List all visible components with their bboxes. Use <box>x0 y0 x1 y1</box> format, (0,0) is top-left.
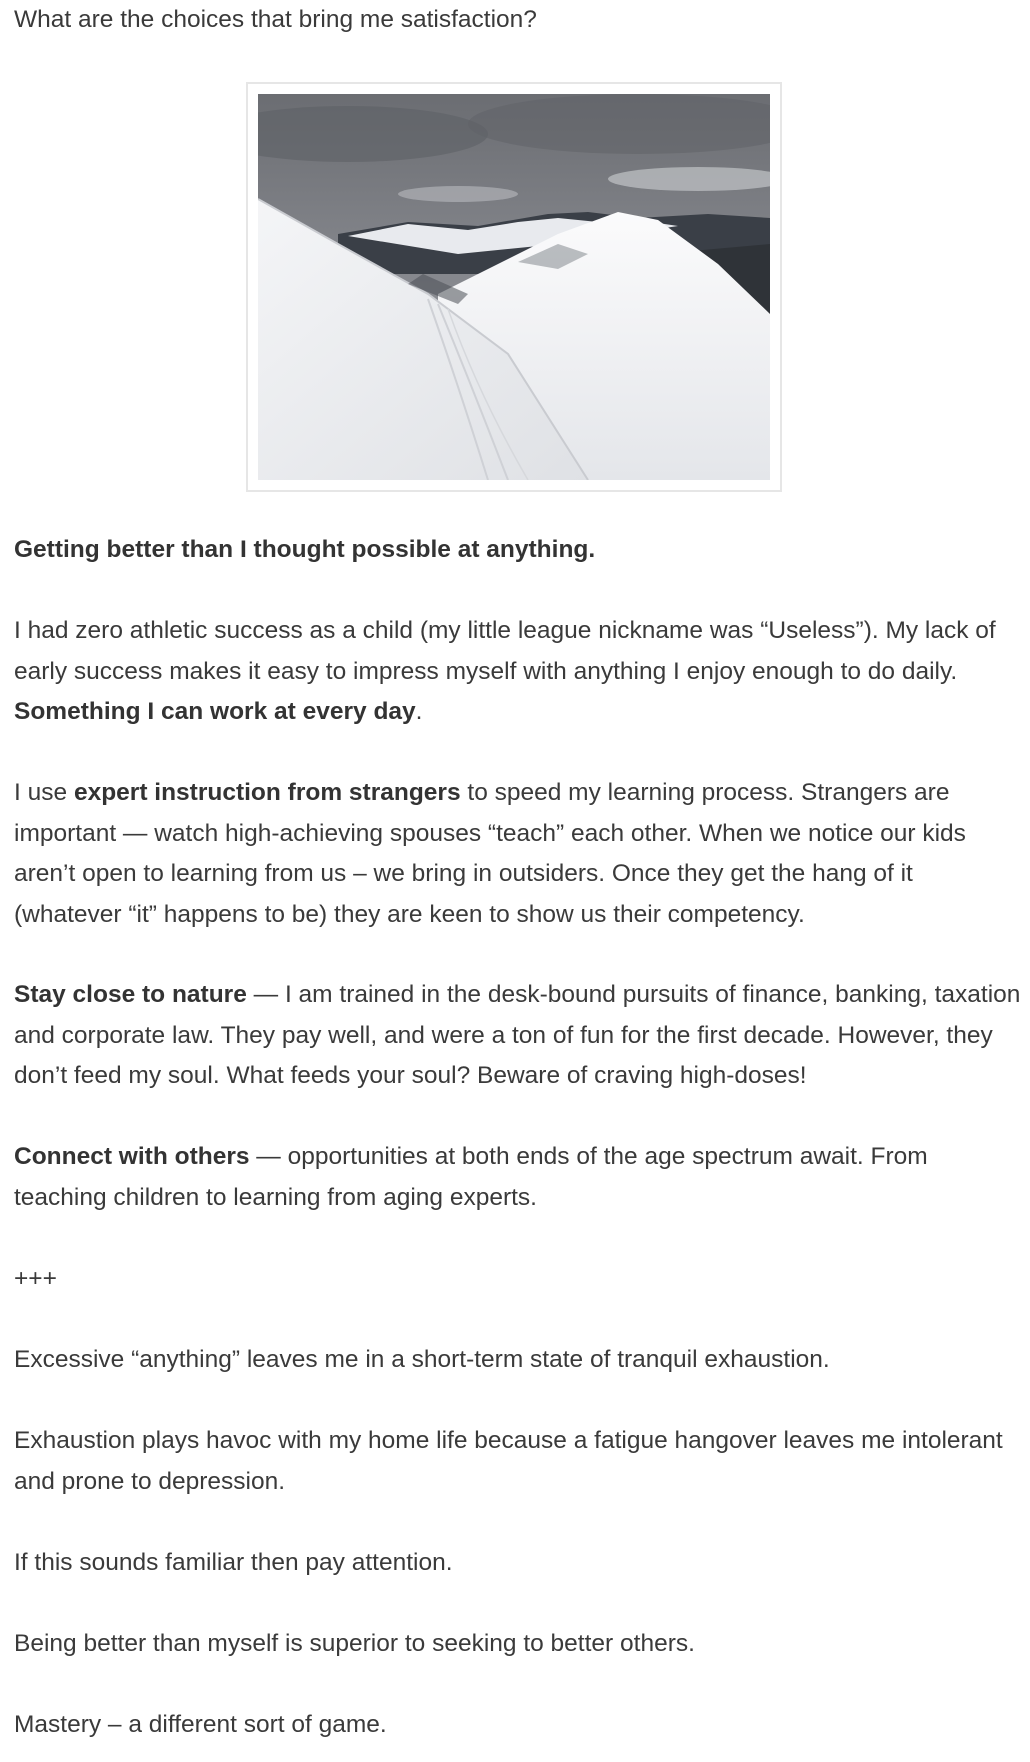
p7-text: If this sounds familiar then pay attention. <box>14 1549 453 1576</box>
p6-text: Exhaustion plays havoc with my home life because a fatigue hangover leaves me intolerant and prone to depression. <box>14 1427 1003 1495</box>
paragraph-9 <box>14 1705 1024 1746</box>
p4-bold: Connect with others <box>14 1143 250 1170</box>
paragraph-1 <box>14 611 1024 733</box>
p5-text: Excessive “anything” leaves me in a short-term state of tranquil exhaustion. <box>14 1346 830 1373</box>
p4-rest: — opportunities at both ends of the age spectrum await. From teaching children to learning from aging experts. <box>14 1143 928 1211</box>
paragraph-2 <box>14 773 1024 935</box>
paragraph-7 <box>14 1543 1024 1584</box>
paragraph-8 <box>14 1624 1024 1665</box>
separator-text: +++ <box>14 1265 57 1292</box>
p3-bold: Stay close to nature <box>14 981 247 1008</box>
mountain-photo-frame <box>246 82 782 492</box>
p1-end: . <box>415 698 423 725</box>
paragraph-5 <box>14 1340 1024 1381</box>
paragraph-4 <box>14 1137 1024 1218</box>
p2-bold: expert instruction from strangers <box>73 779 461 806</box>
intro-question: What are the choices that bring me satisfaction? <box>14 6 537 33</box>
p2-start: I use <box>14 779 74 806</box>
p8-text: Being better than myself is superior to seeking to better others. <box>14 1630 695 1657</box>
p1-text: I had zero athletic success as a child (my little league nickname was “Useless”). My lack of early success makes it easy to impress myself with anything I enjoy enough to do daily. <box>14 617 996 685</box>
paragraph-3 <box>14 975 1024 1097</box>
p9-text: Mastery – a different sort of game. <box>14 1711 387 1738</box>
p1-bold: Something I can work at every day <box>14 698 416 725</box>
paragraph-6 <box>14 1421 1024 1502</box>
p3-rest: — I am trained in the desk-bound pursuits of finance, banking, taxation and corporate law. They pay well, and were a ton of fun for the first decade. However, they don’t feed my soul. What feeds your soul? Beware of craving high-doses! <box>14 981 1021 1089</box>
p2-rest: to speed my learning process. Strangers are important — watch high-achieving spouses “teach” each other. When we notice our kids aren’t open to learning from us – we bring in outsiders. Once they get the hang of it (whatever “it” happens to be) they are keen to show us their competency. <box>14 779 966 928</box>
mountain-image <box>258 94 770 480</box>
mountain-photo <box>258 94 770 480</box>
section-heading: Getting better than I thought possible at anything. <box>14 536 596 563</box>
section-heading-block <box>14 530 1024 571</box>
separator <box>14 1259 1024 1300</box>
